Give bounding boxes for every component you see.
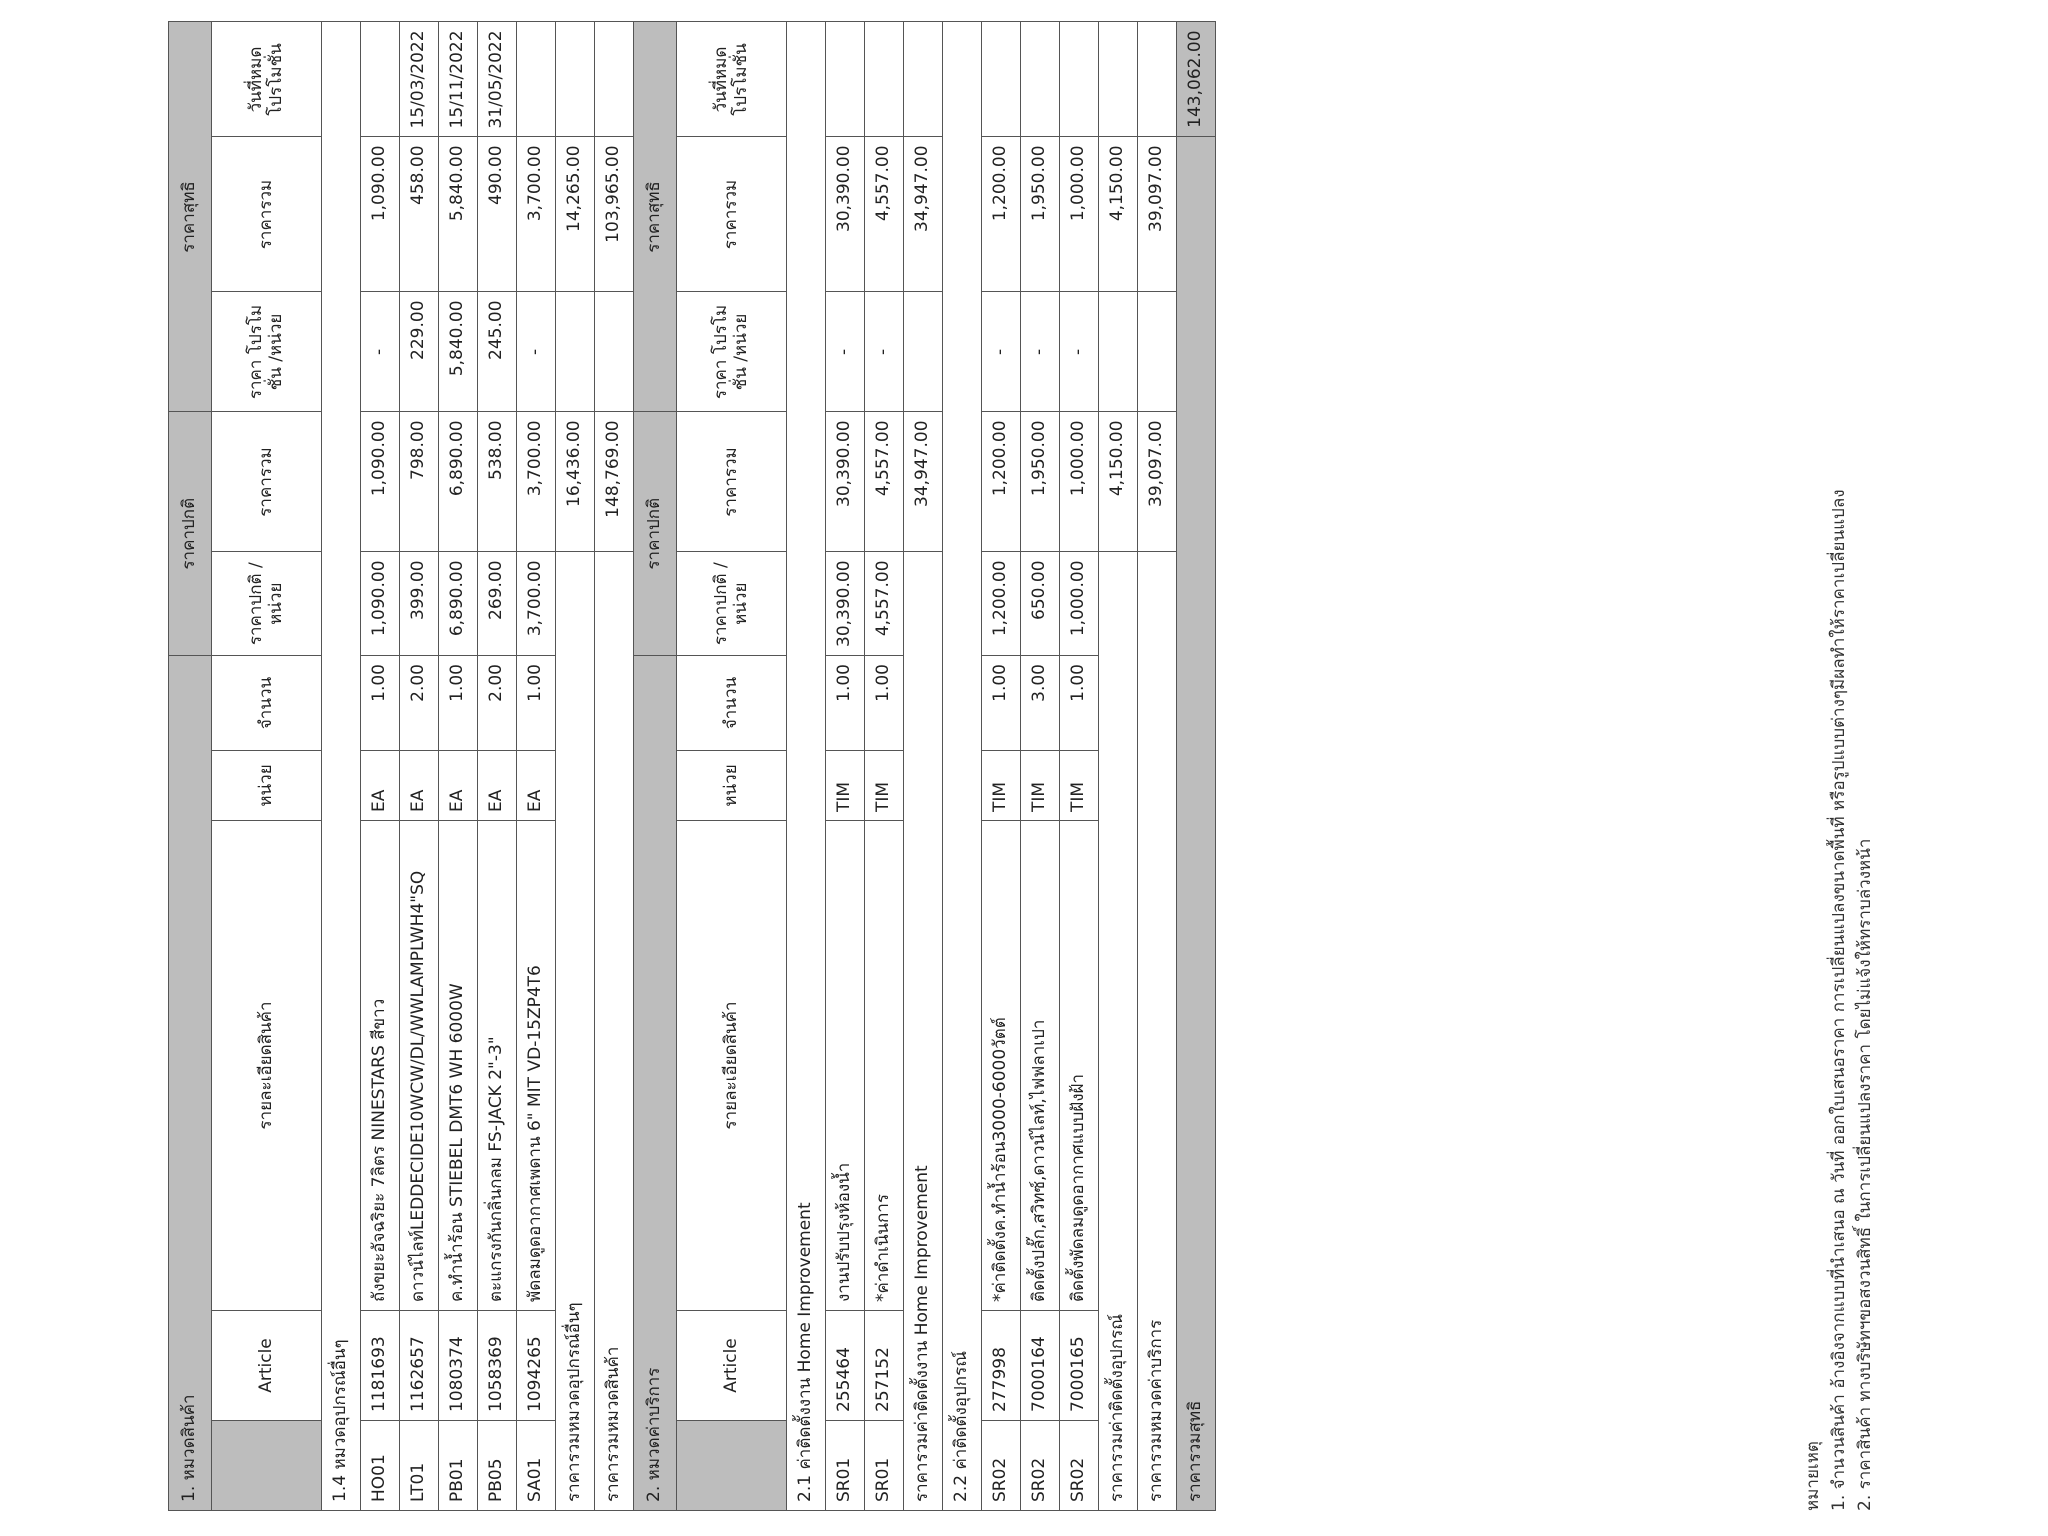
- row-promo-end: [865, 22, 904, 137]
- section2-normal-unit-header: ราคาปกติ /หน่วย: [677, 552, 787, 656]
- section1-unit-header: หน่วย: [212, 751, 322, 821]
- section2-normal-total-header: ราคารวม: [677, 412, 787, 552]
- row-qty: 1.00: [439, 656, 478, 751]
- row-qty: 1.00: [826, 656, 865, 751]
- section2-sub2-title: 2.2 ค่าติดตั้งอุปกรณ์: [943, 22, 982, 1511]
- row-promo-end: 15/03/2022: [400, 22, 439, 137]
- row-article: 277998: [982, 1311, 1021, 1421]
- table-row: [865, 22, 904, 1511]
- row-article: 1162657: [400, 1311, 439, 1421]
- row-detail: *ค่าดำเนินการ: [865, 821, 904, 1311]
- table-row: [982, 22, 1021, 1511]
- row-normal-total: 538.00: [478, 412, 517, 552]
- row-normal-total: 1,200.00: [982, 412, 1021, 552]
- section1-total-normal: 148,769.00: [595, 412, 634, 552]
- row-promo-total: 490.00: [478, 137, 517, 292]
- row-normal-total: 1,950.00: [1021, 412, 1060, 552]
- row-qty: 2.00: [400, 656, 439, 751]
- row-promo-total: 30,390.00: [826, 137, 865, 292]
- row-normal-unit: 30,390.00: [826, 552, 865, 656]
- row-unit: TIM: [826, 751, 865, 821]
- section2-sub2-subtotal-end: [1099, 22, 1138, 137]
- row-normal-unit: 1,090.00: [361, 552, 400, 656]
- section1-normal-unit-header: ราคาปกติ /หน่วย: [212, 552, 322, 656]
- row-normal-total: 30,390.00: [826, 412, 865, 552]
- section1-total-gap: [595, 292, 634, 412]
- row-unit: EA: [361, 751, 400, 821]
- row-detail: ค.ทำน้ำร้อน STIEBEL DMT6 WH 6000W: [439, 821, 478, 1311]
- section2-sub2-subtotal-normal: 4,150.00: [1099, 412, 1138, 552]
- section2-article-header: Article: [677, 1311, 787, 1421]
- row-qty: 3.00: [1021, 656, 1060, 751]
- row-article: 1080374: [439, 1311, 478, 1421]
- notes: [1800, 489, 1878, 1511]
- quotation-table: [168, 21, 1216, 1511]
- section2-total-normal: 39,097.00: [1138, 412, 1177, 552]
- row-promo-end: 31/05/2022: [478, 22, 517, 137]
- section2-code-header: [677, 1421, 787, 1511]
- grand-total-label: ราคารวมสุทธิ: [1177, 137, 1216, 1511]
- section2-total-gap: [1138, 292, 1177, 412]
- section1-subtotal-label: ราคารวมหมวดอุปกรณ์อื่นๆ: [556, 552, 595, 1511]
- row-code: SR02: [1060, 1421, 1099, 1511]
- row-detail: งานปรับปรุงห้องน้ำ: [826, 821, 865, 1311]
- row-unit: TIM: [1060, 751, 1099, 821]
- row-detail: ติดตั้งพัดลมดูดอากาศแบบฝังฝ้า: [1060, 821, 1099, 1311]
- section2-promo-total-header: ราคารวม: [677, 137, 787, 292]
- row-promo-end: [517, 22, 556, 137]
- section1-title: 1. หมวดสินค้า: [169, 656, 212, 1511]
- section2-sub1-subtotal-net: 34,947.00: [904, 137, 943, 292]
- table-row: [1060, 22, 1099, 1511]
- row-code: SR02: [1021, 1421, 1060, 1511]
- row-article: 257152: [865, 1311, 904, 1421]
- row-promo-unit: -: [826, 292, 865, 412]
- section1-total-label: ราคารวมหมวดสินค้า: [595, 552, 634, 1511]
- section1-detail-header: รายละเอียดสินค้า: [212, 821, 322, 1311]
- row-detail: ตะแกรงกันกลิ่นกลม FS-JACK 2"-3": [478, 821, 517, 1311]
- row-normal-total: 1,000.00: [1060, 412, 1099, 552]
- section2-group-normal: ราคาปกติ: [634, 412, 677, 656]
- section2-sub1-subtotal-end: [904, 22, 943, 137]
- row-normal-unit: 6,890.00: [439, 552, 478, 656]
- row-detail: ดาวน์ไลท์LEDDECIDE10WCW/DL/WWLAMPLWH4"SQ: [400, 821, 439, 1311]
- row-qty: 1.00: [865, 656, 904, 751]
- row-qty: 1.00: [361, 656, 400, 751]
- grand-total-value: 143,062.00: [1177, 22, 1216, 137]
- row-promo-unit: -: [982, 292, 1021, 412]
- row-article: 1058369: [478, 1311, 517, 1421]
- row-article: 1094265: [517, 1311, 556, 1421]
- table-row: [826, 22, 865, 1511]
- row-unit: EA: [400, 751, 439, 821]
- section1-promo-end-header: วันที่หมด โปรโมชั่น: [212, 22, 322, 137]
- row-promo-total: 3,700.00: [517, 137, 556, 292]
- row-qty: 1.00: [982, 656, 1021, 751]
- row-unit: TIM: [865, 751, 904, 821]
- row-article: 7000165: [1060, 1311, 1099, 1421]
- section2-sub2-subtotal-label: ราคารวมค่าติดตั้งอุปกรณ์: [1099, 552, 1138, 1511]
- section1-subtotal-end: [556, 22, 595, 137]
- notes-line-1: 1. จำนวนสินค้า อ้างอิงจากแบบที่นำเสนอ ณ วันที่ ออกใบเสนอราคา การเปลี่ยนแปลงขนาดพื้นที่ หรือรูปแบบต่างๆมีผลทำให้ราคาเปลี่ยนแปลง: [1829, 489, 1849, 1511]
- row-promo-end: [1021, 22, 1060, 137]
- table-row: [1021, 22, 1060, 1511]
- row-normal-unit: 3,700.00: [517, 552, 556, 656]
- notes-line-2: 2. ราคาสินค้า ทางบริษัทฯขอสงวนสิทธิ์ ในการเปลี่ยนแปลงราคา โดยไม่แจ้งให้ทราบล่วงหน้า: [1855, 838, 1875, 1511]
- row-promo-total: 4,557.00: [865, 137, 904, 292]
- row-detail: *ค่าติดตั้งค.ทำน้ำร้อน3000-6000วัตต์: [982, 821, 1021, 1311]
- row-unit: EA: [517, 751, 556, 821]
- section2-sub1-subtotal-normal: 34,947.00: [904, 412, 943, 552]
- row-promo-unit: 245.00: [478, 292, 517, 412]
- row-promo-total: 1,000.00: [1060, 137, 1099, 292]
- row-detail: พัดลมดูดอากาศเพดาน 6" MIT VD-15ZP4T6: [517, 821, 556, 1311]
- section2-sub1-subtotal-gap: [904, 292, 943, 412]
- row-promo-total: 5,840.00: [439, 137, 478, 292]
- row-promo-unit: -: [865, 292, 904, 412]
- section1-normal-total-header: ราคารวม: [212, 412, 322, 552]
- row-promo-end: [982, 22, 1021, 137]
- row-promo-unit: 229.00: [400, 292, 439, 412]
- section1-code-header: [212, 1421, 322, 1511]
- table-row: [361, 22, 400, 1511]
- section1-article-header: Article: [212, 1311, 322, 1421]
- section1-subtotal-normal: 16,436.00: [556, 412, 595, 552]
- section1-subtotal-gap: [556, 292, 595, 412]
- row-qty: 1.00: [517, 656, 556, 751]
- row-promo-unit: -: [517, 292, 556, 412]
- section2-sub2-subtotal-net: 4,150.00: [1099, 137, 1138, 292]
- row-normal-unit: 269.00: [478, 552, 517, 656]
- row-code: SA01: [517, 1421, 556, 1511]
- row-normal-total: 3,700.00: [517, 412, 556, 552]
- section1-promo-total-header: ราคารวม: [212, 137, 322, 292]
- section2-unit-header: หน่วย: [677, 751, 787, 821]
- section1-qty-header: จำนวน: [212, 656, 322, 751]
- row-promo-total: 458.00: [400, 137, 439, 292]
- row-promo-end: [361, 22, 400, 137]
- section2-sub2-subtotal-gap: [1099, 292, 1138, 412]
- row-code: PB05: [478, 1421, 517, 1511]
- row-code: HO01: [361, 1421, 400, 1511]
- section2-promo-unit-header: ราคา โปรโมชั่น /หน่วย: [677, 292, 787, 412]
- row-normal-total: 1,090.00: [361, 412, 400, 552]
- section2-qty-header: จำนวน: [677, 656, 787, 751]
- section2-promo-end-header: วันที่หมด โปรโมชั่น: [677, 22, 787, 137]
- row-normal-total: 798.00: [400, 412, 439, 552]
- row-detail: ถังขยะอัจฉริยะ 7ลิตร NINESTARS สีขาว: [361, 821, 400, 1311]
- row-promo-end: [1060, 22, 1099, 137]
- row-promo-end: 15/11/2022: [439, 22, 478, 137]
- section1-group-normal: ราคาปกติ: [169, 412, 212, 656]
- row-qty: 2.00: [478, 656, 517, 751]
- section2-title: 2. หมวดค่าบริการ: [634, 656, 677, 1511]
- notes-title: หมายเหตุ: [1803, 1441, 1823, 1511]
- row-unit: TIM: [982, 751, 1021, 821]
- row-detail: ติดตั้งปลั๊ก,สวิทซ์,ดาวน์ไลท์,ไฟฟลาเปา: [1021, 821, 1060, 1311]
- section2-sub1-title: 2.1 ค่าติดตั้งงาน Home Improvement: [787, 22, 826, 1511]
- row-unit: EA: [478, 751, 517, 821]
- row-normal-unit: 1,200.00: [982, 552, 1021, 656]
- row-unit: EA: [439, 751, 478, 821]
- table-row: [517, 22, 556, 1511]
- table-row: [478, 22, 517, 1511]
- table-row: [439, 22, 478, 1511]
- section2-total-net: 39,097.00: [1138, 137, 1177, 292]
- row-promo-unit: 5,840.00: [439, 292, 478, 412]
- table-row: [400, 22, 439, 1511]
- section1-subgroup-title: 1.4 หมวดอุปกรณ์อื่นๆ: [322, 22, 361, 1511]
- row-code: LT01: [400, 1421, 439, 1511]
- row-promo-total: 1,200.00: [982, 137, 1021, 292]
- row-code: SR02: [982, 1421, 1021, 1511]
- row-code: SR01: [826, 1421, 865, 1511]
- row-promo-total: 1,950.00: [1021, 137, 1060, 292]
- row-normal-unit: 650.00: [1021, 552, 1060, 656]
- row-article: 255464: [826, 1311, 865, 1421]
- section1-subtotal-net: 14,265.00: [556, 137, 595, 292]
- row-promo-unit: -: [1060, 292, 1099, 412]
- row-normal-total: 4,557.00: [865, 412, 904, 552]
- row-article: 1181693: [361, 1311, 400, 1421]
- row-unit: TIM: [1021, 751, 1060, 821]
- row-promo-unit: -: [1021, 292, 1060, 412]
- section2-detail-header: รายละเอียดสินค้า: [677, 821, 787, 1311]
- row-normal-unit: 1,000.00: [1060, 552, 1099, 656]
- row-promo-unit: -: [361, 292, 400, 412]
- row-code: SR01: [865, 1421, 904, 1511]
- row-article: 7000164: [1021, 1311, 1060, 1421]
- row-promo-total: 1,090.00: [361, 137, 400, 292]
- section2-total-label: ราคารวมหมวดค่าบริการ: [1138, 552, 1177, 1511]
- row-qty: 1.00: [1060, 656, 1099, 751]
- section1-promo-unit-header: ราคา โปรโมชั่น /หน่วย: [212, 292, 322, 412]
- section1-group-net: ราคาสุทธิ: [169, 22, 212, 412]
- row-normal-unit: 4,557.00: [865, 552, 904, 656]
- section2-sub1-subtotal-label: ราคารวมค่าติดตั้งงาน Home Improvement: [904, 552, 943, 1511]
- section1-total-net: 103,965.00: [595, 137, 634, 292]
- section2-total-end: [1138, 22, 1177, 137]
- section2-group-net: ราคาสุทธิ: [634, 22, 677, 412]
- row-normal-unit: 399.00: [400, 552, 439, 656]
- row-normal-total: 6,890.00: [439, 412, 478, 552]
- row-code: PB01: [439, 1421, 478, 1511]
- section1-total-end: [595, 22, 634, 137]
- row-promo-end: [826, 22, 865, 137]
